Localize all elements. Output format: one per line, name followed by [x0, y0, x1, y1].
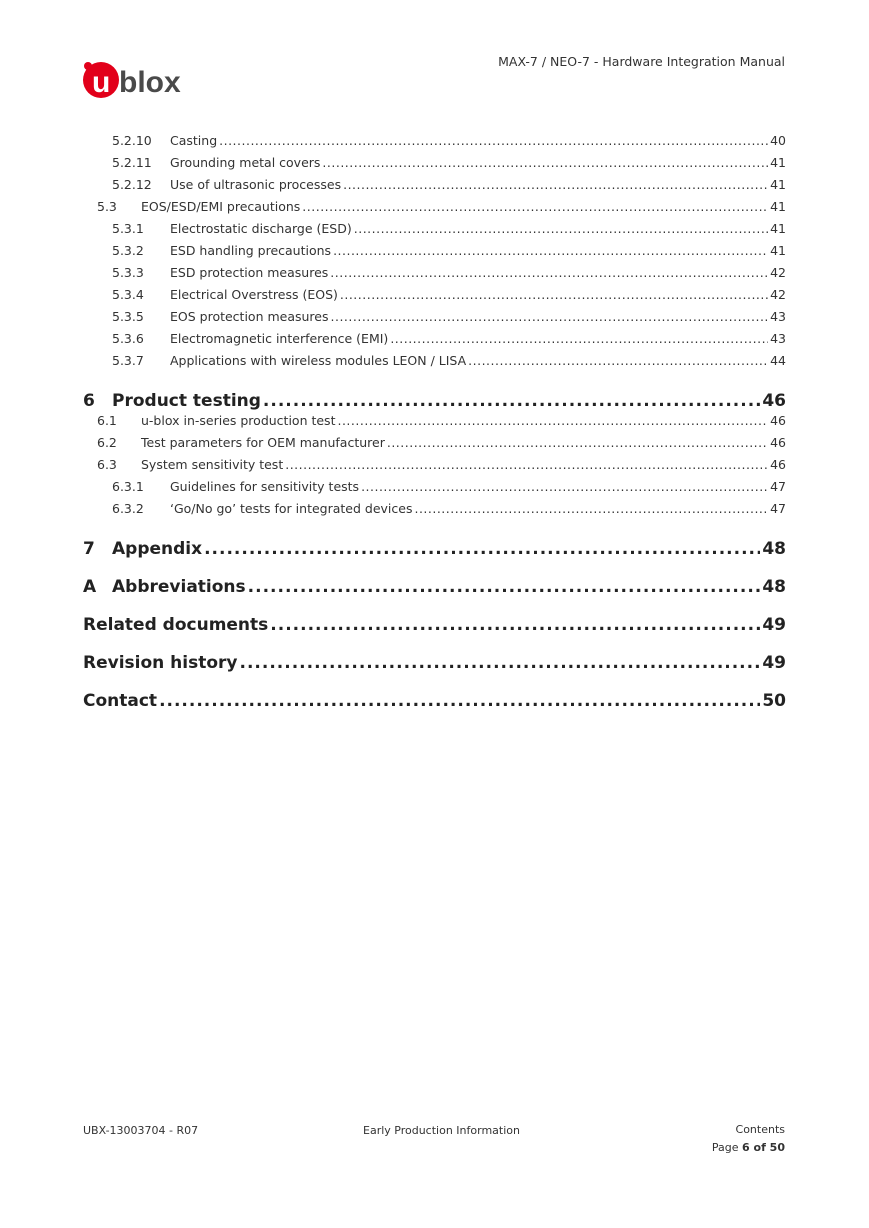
- toc-entry-page: 43: [770, 309, 786, 324]
- toc-entry-page: 41: [770, 199, 786, 214]
- toc-entry-title: Applications with wireless modules LEON / LISA: [170, 353, 467, 368]
- toc-entry-page: 49: [762, 653, 786, 673]
- toc-entry[interactable]: [83, 479, 786, 501]
- toc-entry[interactable]: [83, 457, 786, 479]
- table-of-contents: [83, 133, 786, 713]
- toc-entry-page: 42: [770, 287, 786, 302]
- toc-entry-title: Revision history: [83, 653, 238, 673]
- toc-entry-page: 44: [770, 353, 786, 368]
- toc-entry-number: 5.3: [97, 199, 117, 214]
- footer-page: [712, 1139, 785, 1157]
- footer-doc-id: UBX-13003704 - R07: [83, 1124, 199, 1137]
- toc-entry[interactable]: [83, 331, 786, 353]
- toc-leader-dots: [333, 243, 768, 258]
- toc-leader-dots: [204, 539, 760, 559]
- toc-leader-dots: [285, 457, 768, 472]
- toc-entry-number: 5.3.6: [112, 331, 144, 346]
- toc-entry-title: Related documents: [83, 615, 269, 635]
- toc-leader-dots: [240, 653, 761, 673]
- toc-entry-number: 5.3.7: [112, 353, 144, 368]
- toc-entry-number: 6.3: [97, 457, 117, 472]
- toc-entry-page: 42: [770, 265, 786, 280]
- toc-leader-dots: [219, 133, 768, 148]
- toc-entry-title: EOS/ESD/EMI precautions: [141, 199, 301, 214]
- toc-entry[interactable]: [83, 391, 786, 413]
- toc-entry-title: Casting: [170, 133, 218, 148]
- toc-entry-number: 5.2.10: [112, 133, 152, 148]
- toc-entry-page: 48: [762, 539, 786, 559]
- toc-entry-page: 41: [770, 221, 786, 236]
- footer-right: [712, 1121, 785, 1157]
- toc-entry[interactable]: [83, 265, 786, 287]
- toc-entry-page: 46: [762, 391, 786, 411]
- toc-entry-title: Electrostatic discharge (ESD): [170, 221, 352, 236]
- footer-page-prefix: Page: [711, 1141, 743, 1154]
- footer-section: Contents: [735, 1123, 785, 1136]
- toc-entry[interactable]: [83, 221, 786, 243]
- toc-leader-dots: [330, 265, 768, 280]
- ublox-logo: [81, 57, 191, 99]
- toc-entry-title: Electrical Overstress (EOS): [170, 287, 338, 302]
- toc-entry-number: 5.3.2: [112, 243, 144, 258]
- toc-leader-dots: [468, 353, 768, 368]
- toc-entry-number: 5.3.4: [112, 287, 144, 302]
- toc-leader-dots: [270, 615, 760, 635]
- toc-leader-dots: [414, 501, 768, 516]
- toc-entry[interactable]: [83, 353, 786, 375]
- svg-text:u: u: [92, 66, 111, 99]
- toc-entry-title: Appendix: [112, 539, 203, 559]
- toc-entry[interactable]: [83, 413, 786, 435]
- toc-entry-page: 50: [762, 691, 786, 711]
- toc-entry[interactable]: [83, 435, 786, 457]
- toc-entry-page: 47: [770, 501, 786, 516]
- toc-entry-number: 6.3.2: [112, 501, 144, 516]
- toc-leader-dots: [331, 309, 769, 324]
- toc-leader-dots: [340, 287, 768, 302]
- toc-entry[interactable]: [83, 155, 786, 177]
- toc-leader-dots: [387, 435, 768, 450]
- toc-entry[interactable]: [83, 539, 786, 561]
- toc-entry-page: 40: [770, 133, 786, 148]
- toc-entry-page: 41: [770, 243, 786, 258]
- toc-entry-page: 46: [770, 413, 786, 428]
- toc-leader-dots: [354, 221, 768, 236]
- toc-entry-title: Abbreviations: [112, 577, 246, 597]
- document-title: MAX-7 / NEO-7 - Hardware Integration Manual: [498, 54, 785, 69]
- toc-entry-number: 5.3.3: [112, 265, 144, 280]
- toc-entry[interactable]: [83, 287, 786, 309]
- toc-entry-number: 6: [83, 391, 95, 411]
- toc-leader-dots: [263, 391, 760, 411]
- toc-leader-dots: [302, 199, 768, 214]
- toc-entry-title: Contact: [83, 691, 158, 711]
- toc-leader-dots: [248, 577, 761, 597]
- toc-entry-page: 41: [770, 155, 786, 170]
- toc-entry-title: Guidelines for sensitivity tests: [170, 479, 360, 494]
- toc-entry-page: 41: [770, 177, 786, 192]
- toc-entry[interactable]: [83, 199, 786, 221]
- toc-entry-title: Grounding metal covers: [170, 155, 321, 170]
- toc-entry[interactable]: [83, 691, 786, 713]
- toc-leader-dots: [361, 479, 768, 494]
- toc-entry[interactable]: [83, 243, 786, 265]
- toc-entry-number: 7: [83, 539, 95, 559]
- toc-leader-dots: [322, 155, 768, 170]
- toc-entry-title: Use of ultrasonic processes: [170, 177, 342, 192]
- toc-entry-number: 6.3.1: [112, 479, 144, 494]
- toc-leader-dots: [159, 691, 760, 711]
- toc-entry-number: A: [83, 577, 97, 597]
- toc-entry[interactable]: [83, 309, 786, 331]
- toc-entry-number: 5.2.12: [112, 177, 152, 192]
- toc-entry[interactable]: [83, 653, 786, 675]
- toc-entry-number: 5.3.1: [112, 221, 144, 236]
- toc-entry-number: 5.2.11: [112, 155, 152, 170]
- footer-page-number: 6 of 50: [742, 1141, 785, 1154]
- toc-entry[interactable]: [83, 133, 786, 155]
- toc-entry-title: Product testing: [112, 391, 261, 411]
- toc-entry[interactable]: [83, 177, 786, 199]
- toc-entry-title: Electromagnetic interference (EMI): [170, 331, 389, 346]
- toc-entry-number: 5.3.5: [112, 309, 144, 324]
- toc-entry-page: 46: [770, 457, 786, 472]
- toc-entry[interactable]: [83, 501, 786, 523]
- toc-leader-dots: [390, 331, 768, 346]
- toc-entry[interactable]: [83, 577, 786, 599]
- toc-entry-page: 48: [762, 577, 786, 597]
- toc-entry-title: Test parameters for OEM manufacturer: [141, 435, 385, 450]
- toc-entry-title: EOS protection measures: [170, 309, 329, 324]
- svg-text:blox: blox: [119, 66, 181, 99]
- toc-entry-title: u-blox in-series production test: [141, 413, 336, 428]
- toc-entry[interactable]: [83, 615, 786, 637]
- footer-status: Early Production Information: [363, 1124, 520, 1137]
- toc-entry-title: ESD protection measures: [170, 265, 329, 280]
- toc-entry-page: 47: [770, 479, 786, 494]
- toc-entry-title: ‘Go/No go’ tests for integrated devices: [170, 501, 413, 516]
- toc-entry-page: 43: [770, 331, 786, 346]
- toc-entry-title: ESD handling precautions: [170, 243, 332, 258]
- toc-entry-title: System sensitivity test: [141, 457, 284, 472]
- toc-entry-number: 6.2: [97, 435, 117, 450]
- toc-leader-dots: [343, 177, 768, 192]
- toc-leader-dots: [337, 413, 768, 428]
- toc-entry-page: 49: [762, 615, 786, 635]
- toc-entry-number: 6.1: [97, 413, 117, 428]
- toc-entry-page: 46: [770, 435, 786, 450]
